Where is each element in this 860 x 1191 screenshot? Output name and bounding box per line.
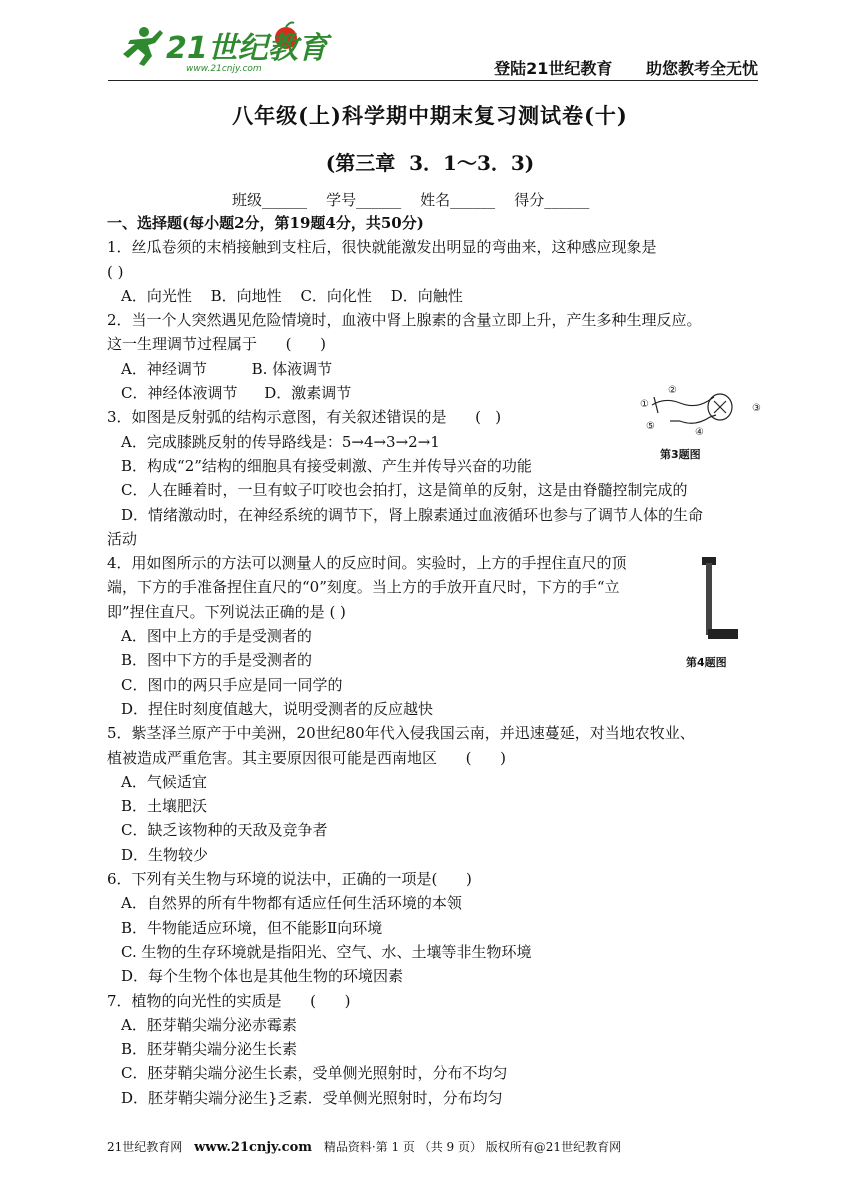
q4-option-d: D．捏住时刻度值越大，说明受测者的反应越快	[121, 699, 434, 718]
q1-stem: 1．丝瓜卷须的末梢接触到支柱后，很快就能激发出明显的弯曲来，这种感应现象是	[107, 238, 657, 257]
reflex-arc-figure	[640, 383, 765, 443]
q1-option-a: A．向光性	[121, 286, 192, 305]
q6-option-d: D．每个生物个体也是其他生物的环境因素	[121, 967, 404, 986]
q5-stem-cont: 植被造成严重危害。其主要原因很可能是西南地区 ( )	[107, 748, 506, 767]
q4-option-b: B．图中下方的手是受测者的	[121, 651, 313, 670]
q7-option-a: A．胚芽鞘尖端分泌赤霉素	[121, 1015, 297, 1034]
fig3-label-2: ②	[668, 385, 677, 396]
q1-option-d: D．向触性	[390, 286, 463, 305]
slogan-help: 助您教考全无忧	[645, 59, 758, 78]
q5-option-b: B．土壤肥沃	[121, 797, 208, 816]
q4-option-c: C．图巾的两只手应是同一同学的	[121, 675, 343, 694]
ruler-diagram	[694, 555, 744, 645]
question-body	[107, 211, 757, 1110]
header-divider	[108, 80, 758, 81]
logo-url: www.21cnjy.com	[186, 64, 262, 74]
fig4-caption: 第4题图	[686, 656, 727, 669]
q2-option-b: B. 体液调节	[251, 359, 333, 378]
q2-option-a: A．神经调节	[121, 359, 207, 378]
fig3-label-3: ③	[752, 403, 761, 414]
q5-stem: 5．紫茎泽兰原产于中美洲，20世纪80年代入侵我国云南，并迅速蔓延，对当地农牧业、	[107, 724, 695, 743]
page-title: 八年级(上)科学期中期末复习测试卷(十)	[232, 103, 628, 128]
logo-graphic	[108, 18, 328, 76]
q6-option-a: A．自然界的所有牛物都有适应任何生活环境的本领	[121, 894, 462, 913]
page-header	[108, 18, 758, 80]
q4-option-a: A．图中上方的手是受测者的	[121, 627, 312, 646]
section-heading-text: 一、选择题(每小题2分，第19题4分，共50分)	[107, 214, 424, 232]
q7-stem: 7．植物的向光性的实质是 ( )	[107, 991, 351, 1010]
q5-option-a: A．气候适宜	[121, 772, 207, 791]
site-logo[interactable]	[108, 18, 328, 76]
q7-option-d: D．胚芽鞘尖端分泌生}乏素．受单侧光照射时，分布均匀	[121, 1088, 503, 1107]
q6-stem: 6．下列有关生物与环境的说法中，正确的一项是( )	[107, 870, 472, 889]
q1-options	[107, 284, 757, 308]
fig3-caption: 第3题图	[660, 448, 701, 461]
footer-url-link[interactable]: www.21cnjy.com	[194, 1140, 312, 1155]
footer-page-info: 精品资料·第 1 页 （共 9 页） 版权所有@21世纪教育网	[323, 1140, 622, 1154]
q4-stem: 4．用如图所示的方法可以测量人的反应时间。实验时，上方的手捏住直尺的顶端，下方的手准备捏住直尺的“0”刻度。当上方的手放开直尺时，下方的手“立即”捏住直尺。下列说法正确的是 ( )	[107, 554, 627, 621]
q1-option-b: B．向地性	[210, 286, 282, 305]
q1-stem-blank: ( )	[107, 262, 124, 281]
q2-option-d: D．激素调节	[264, 384, 352, 403]
q3-option-a: A．完成膝跳反射的传导路线是：5→4→3→2→1	[121, 432, 440, 451]
page-subtitle: (第三章 3．1～3．3)	[325, 151, 535, 175]
q6-option-c: C. 生物的生存环境就是指阳光、空气、水、土壤等非生物环境	[121, 942, 532, 961]
slogan-login: 登陆21世纪教育	[494, 59, 613, 78]
q2-option-c: C．神经体液调节	[121, 384, 238, 403]
fig3-label-5: ⑤	[646, 421, 655, 432]
q3-option-c: C．人在睡着时，一旦有蚊子叮咬也会拍打，这是简单的反射，这是由脊髓控制完成的	[121, 481, 688, 500]
q3-stem: 3．如图是反射弧的结构示意图，有关叙述错误的是 ( )	[107, 408, 502, 427]
reflex-arc-diagram	[640, 383, 765, 443]
q5-option-d: D．生物较少	[121, 845, 209, 864]
q6-option-b: B．牛物能适应环境，但不能影Ⅱ向环境	[121, 918, 383, 937]
q3-option-d: D．情绪激动时，在神经系统的调节下，肾上腺素通过血液循环也参与了调节人体的生命	[121, 505, 704, 524]
q3-option-d-cont: 活动	[107, 529, 138, 548]
page-footer	[107, 1138, 621, 1155]
q1-option-c: C．向化性	[300, 286, 372, 305]
q3-option-b: B．构成“2”结构的细胞具有接受刺激、产生并传导兴奋的功能	[121, 456, 532, 475]
q2-stem-cont: 这一生理调节过程属于 ( )	[107, 335, 326, 354]
q5-option-c: C．缺乏该物种的天敌及竞争者	[121, 821, 328, 840]
footer-site: 21世纪教育网	[107, 1140, 183, 1154]
logo-text: 21世纪教育	[166, 31, 328, 66]
ruler-figure	[694, 555, 744, 645]
header-slogans	[466, 56, 758, 79]
section-heading	[107, 211, 757, 235]
student-info-line: 班级______ 学号______ 姓名______ 得分______	[232, 191, 590, 209]
fig3-label-1: ①	[640, 399, 649, 410]
q2-stem: 2．当一个人突然遇见危险情境时，血液中肾上腺素的含量立即上升，产生多种生理反应。	[107, 311, 702, 330]
fig3-label-4: ④	[695, 427, 704, 438]
q7-option-b: B．胚芽鞘尖端分泌生长素	[121, 1040, 298, 1059]
q7-option-c: C．胚芽鞘尖端分泌生长素，受单侧光照射时，分布不均匀	[121, 1064, 508, 1083]
q2-options-ab	[107, 357, 757, 381]
